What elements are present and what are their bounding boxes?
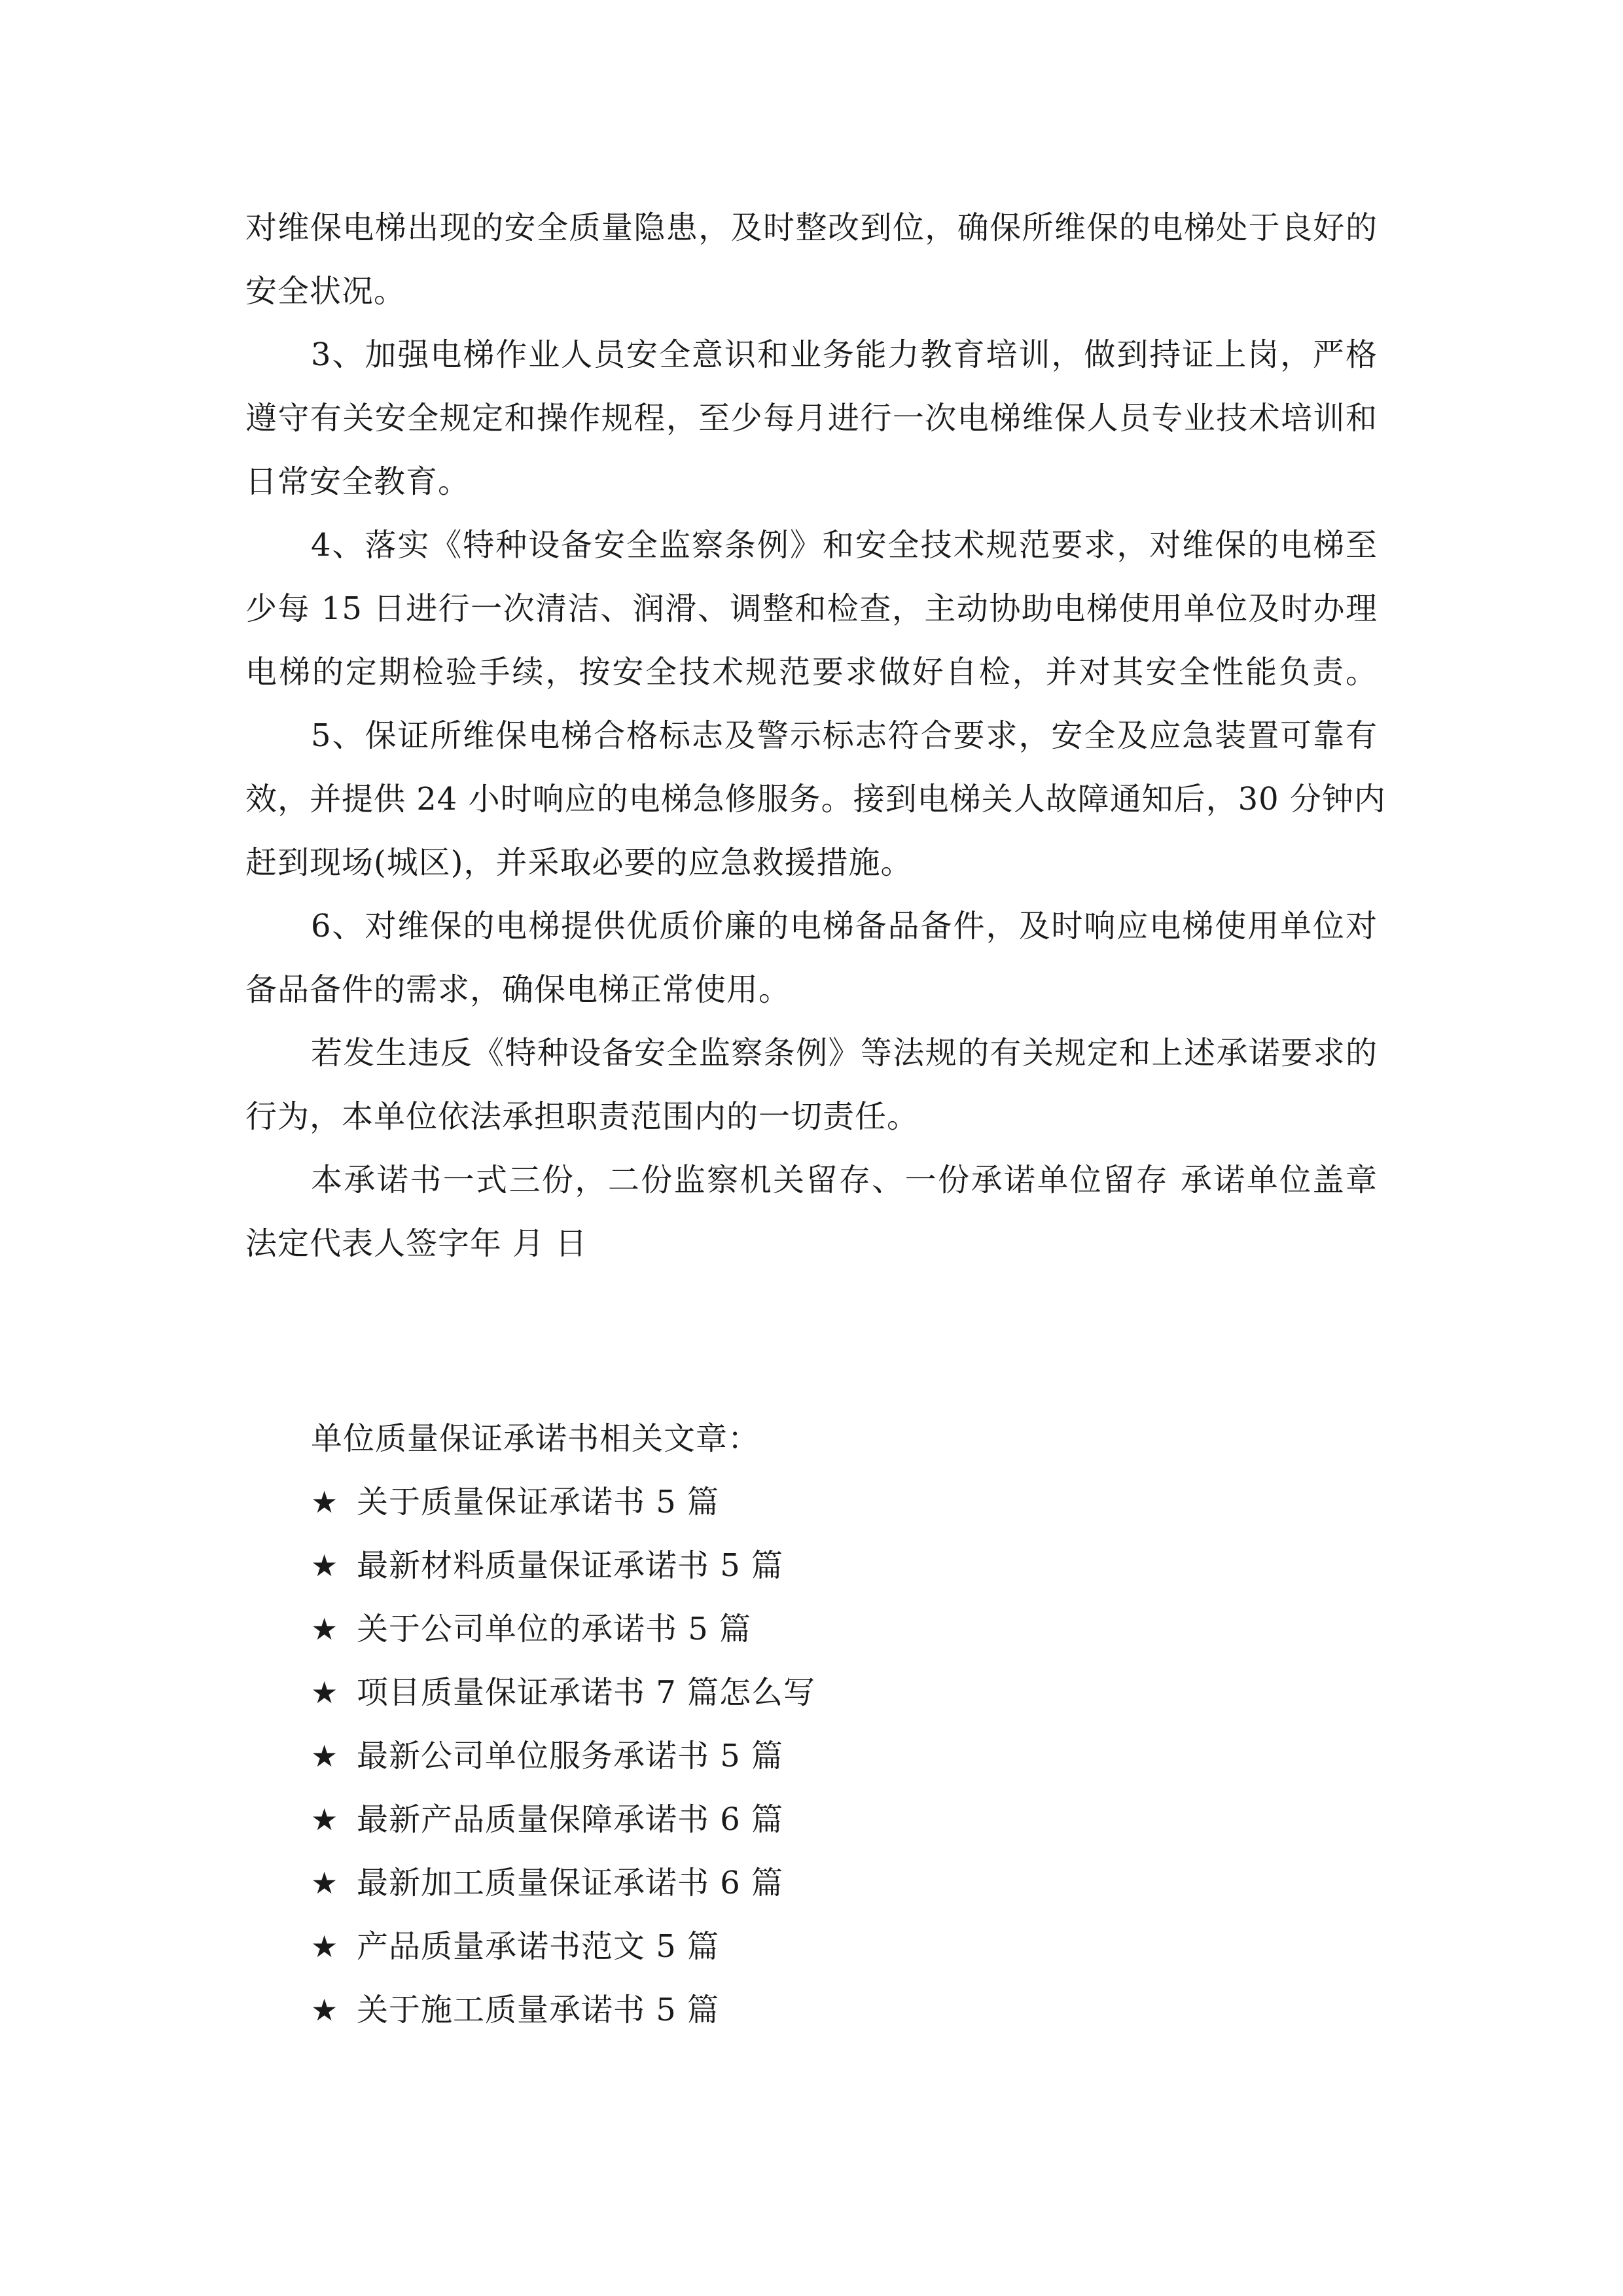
related-link-label: 关于施工质量承诺书 5 篇 <box>357 1992 720 2028</box>
star-icon: ★ <box>311 1484 339 1520</box>
body-line: 备品备件的需求，确保电梯正常使用。 <box>245 971 791 1008</box>
body-line: 6、对维保的电梯提供优质价廉的电梯备品备件，及时响应电梯使用单位对 <box>311 908 1378 944</box>
related-link[interactable] <box>311 1788 1227 1852</box>
related-link-label: 最新产品质量保障承诺书 6 篇 <box>357 1801 784 1838</box>
body-line: 对维保电梯出现的安全质量隐患，及时整改到位，确保所维保的电梯处于良好的 <box>245 209 1378 246</box>
related-link-label: 产品质量承诺书范文 5 篇 <box>357 1928 720 1965</box>
body-line: 效，并提供 24 小时响应的电梯急修服务。接到电梯关人故障通知后，30 分钟内 <box>245 781 1386 817</box>
body-line: 遵守有关安全规定和操作规程，至少每月进行一次电梯维保人员专业技术培训和 <box>245 400 1378 437</box>
related-link[interactable] <box>311 1534 1227 1598</box>
star-icon: ★ <box>311 1738 339 1774</box>
body-line: 行为，本单位依法承担职责范围内的一切责任。 <box>245 1098 919 1135</box>
related-link[interactable] <box>311 1979 1227 2042</box>
related-link-label: 项目质量保证承诺书 7 篇怎么写 <box>357 1674 816 1711</box>
related-heading: 单位质量保证承诺书相关文章： <box>311 1420 760 1457</box>
body-line: 5、保证所维保电梯合格标志及警示标志符合要求，安全及应急装置可靠有 <box>311 717 1378 754</box>
body-line: 若发生违反《特种设备安全监察条例》等法规的有关规定和上述承诺要求的 <box>311 1035 1378 1071</box>
document-body <box>245 196 1386 1276</box>
star-icon: ★ <box>311 1992 339 2028</box>
body-line: 少每 15 日进行一次清洁、润滑、调整和检查，主动协助电梯使用单位及时办理 <box>245 590 1378 627</box>
body-line: 电梯的定期检验手续，按安全技术规范要求做好自检，并对其安全性能负责。 <box>245 654 1378 691</box>
star-icon: ★ <box>311 1929 339 1964</box>
star-icon: ★ <box>311 1675 339 1710</box>
body-line: 安全状况。 <box>245 273 406 310</box>
related-link[interactable] <box>311 1725 1227 1788</box>
star-icon: ★ <box>311 1865 339 1901</box>
related-link[interactable] <box>311 1471 1227 1534</box>
related-link[interactable] <box>311 1661 1227 1725</box>
star-icon: ★ <box>311 1611 339 1647</box>
related-articles <box>311 1407 1227 2042</box>
related-link-label: 最新加工质量保证承诺书 6 篇 <box>357 1865 784 1901</box>
related-link-label: 最新公司单位服务承诺书 5 篇 <box>357 1738 784 1774</box>
related-link-label: 最新材料质量保证承诺书 5 篇 <box>357 1547 784 1584</box>
related-link-label: 关于公司单位的承诺书 5 篇 <box>357 1611 752 1647</box>
star-icon: ★ <box>311 1802 339 1837</box>
related-link[interactable] <box>311 1915 1227 1979</box>
body-line: 法定代表人签字年 月 日 <box>245 1225 588 1262</box>
related-link[interactable] <box>311 1852 1227 1915</box>
body-line: 4、落实《特种设备安全监察条例》和安全技术规范要求，对维保的电梯至 <box>311 527 1378 564</box>
body-line: 日常安全教育。 <box>245 463 471 500</box>
body-line: 3、加强电梯作业人员安全意识和业务能力教育培训，做到持证上岗，严格 <box>311 336 1378 373</box>
body-line: 本承诺书一式三份，二份监察机关留存、一份承诺单位留存 承诺单位盖章 <box>311 1162 1378 1198</box>
body-line: 赶到现场(城区)，并采取必要的应急救援措施。 <box>245 844 913 881</box>
related-link-label: 关于质量保证承诺书 5 篇 <box>357 1484 720 1520</box>
star-icon: ★ <box>311 1548 339 1583</box>
related-link[interactable] <box>311 1598 1227 1661</box>
